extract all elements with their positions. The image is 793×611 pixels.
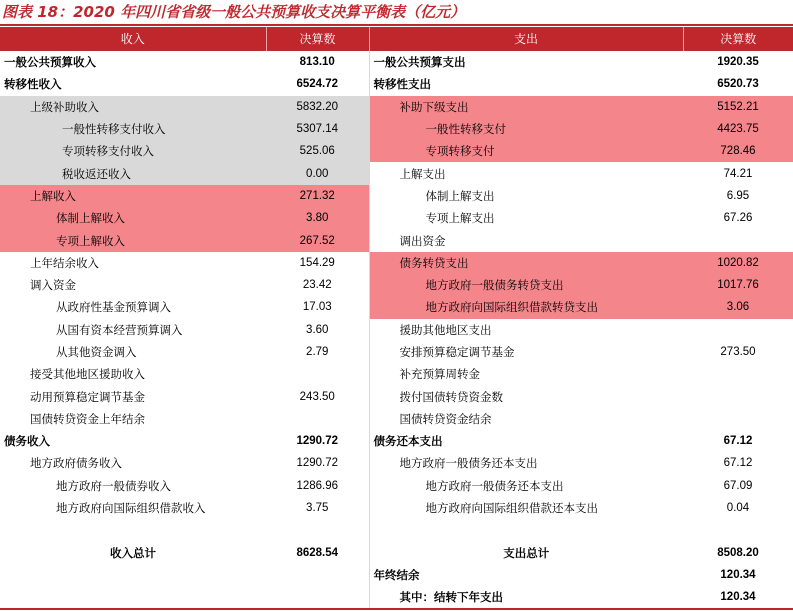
income-label: 国债转贷资金上年结余 [30,411,145,426]
income-value: 271.32 [266,185,369,207]
income-label: 上年结余收入 [30,255,99,270]
income-value: 3.80 [266,207,369,229]
expense-label: 一般性转移支付 [369,118,683,140]
table-row [0,140,793,162]
income-label: 上解收入 [0,185,266,207]
expense-header: 支出 [369,27,683,51]
spacer-row [0,519,793,541]
income-total-value: 8628.54 [266,542,369,564]
year-end-label: 年终结余 [373,567,420,582]
income-value: 5307.14 [266,118,369,140]
table-row [0,185,793,207]
expense-value: 3.06 [683,296,793,318]
income-value: 2.79 [266,341,369,363]
income-label: 转移性收入 [4,77,62,92]
income-value: 243.50 [266,385,369,407]
income-label: 从政府性基金预算调入 [56,300,171,315]
income-label: 从其他资金调入 [56,345,137,359]
table-row [0,51,793,73]
expense-label: 援助其他地区支出 [399,322,492,337]
table-row [0,162,793,184]
income-label: 地方政府向国际组织借款收入 [56,501,206,516]
table-row [0,73,793,95]
table-row [0,118,793,140]
income-label: 动用预算稳定调节基金 [30,389,145,404]
year-end-value: 120.34 [720,568,756,581]
expense-value: 1020.82 [683,252,793,274]
income-value: 6524.72 [266,73,369,95]
expense-value: 6520.73 [717,78,759,91]
income-value: 267.52 [266,229,369,251]
table-row [0,475,793,497]
income-value [266,363,369,385]
expense-label: 上解支出 [399,166,446,181]
table-row [0,96,793,118]
expense-label: 体制上解支出 [425,188,495,203]
expense-amount-header: 决算数 [683,27,793,51]
expense-value: 5152.21 [683,96,793,118]
table-row [0,586,793,608]
table-row [0,363,793,385]
expense-value: 6.95 [726,189,750,202]
table-header [0,27,793,51]
expense-value [683,385,793,407]
table-row [0,274,793,296]
expense-value: 67.12 [723,435,753,448]
expense-label: 地方政府一般债务还本支出 [425,478,564,493]
expense-value: 0.04 [726,502,750,515]
income-value: 3.75 [266,497,369,519]
figure-title: 图表 18：2020 年四川省省级一般公共预算收支决算平衡表（亿元） [2,3,466,21]
income-amount-header: 决算数 [266,27,369,51]
income-total-label: 收入总计 [110,545,156,560]
expense-label: 拨付国债转贷资金数 [399,389,503,404]
income-label: 接受其他地区援助收入 [30,367,145,382]
totals-row [0,542,793,564]
income-value: 0.00 [266,162,369,184]
expense-label: 地方政府向国际组织借款还本支出 [425,501,598,516]
income-header: 收入 [0,27,266,51]
table-row [0,385,793,407]
expense-label: 专项转移支付 [369,140,683,162]
budget-table [0,27,793,608]
income-label: 从国有资本经营预算调入 [56,322,183,337]
expense-total-value: 8508.20 [717,546,759,559]
expense-value: 728.46 [683,140,793,162]
income-value [266,408,369,430]
expense-value: 1017.76 [683,274,793,296]
table-row [0,229,793,251]
income-label: 调入资金 [30,278,76,293]
income-value: 813.10 [266,51,369,73]
income-label: 地方政府一般债券收入 [56,478,171,493]
expense-value: 67.09 [723,479,753,492]
table-row [0,430,793,452]
income-value: 1286.96 [266,475,369,497]
expense-label: 地方政府向国际组织借款转贷支出 [369,296,683,318]
expense-label: 地方政府一般债务转贷支出 [369,274,683,296]
expense-value: 4423.75 [683,118,793,140]
income-value: 17.03 [266,296,369,318]
expense-value [683,319,793,341]
table-row [0,341,793,363]
income-value: 5832.20 [266,96,369,118]
expense-label: 债务转贷支出 [369,252,683,274]
income-label: 上级补助收入 [0,96,266,118]
table-row [0,497,793,519]
bottom-rule [0,608,793,610]
income-value: 525.06 [266,140,369,162]
table-row [0,296,793,318]
income-label: 专项上解收入 [0,229,266,251]
table-row [0,408,793,430]
expense-label: 国债转贷资金结余 [399,411,492,426]
expense-label: 专项上解支出 [425,211,495,226]
expense-label: 安排预算稳定调节基金 [399,345,515,359]
income-label: 税收返还收入 [0,162,266,184]
income-value: 1290.72 [266,430,369,452]
expense-value [683,229,793,251]
table-row [0,252,793,274]
expense-label: 一般公共预算支出 [373,55,466,70]
title-rule [0,24,793,26]
expense-label: 债务还本支出 [373,434,443,449]
table-row [0,564,793,586]
expense-label: 转移性支出 [373,77,431,92]
expense-total-label: 支出总计 [503,545,550,560]
expense-value [683,408,793,430]
expense-value [683,363,793,385]
carry-forward-label: 其中：结转下年支出 [399,590,503,605]
income-label: 体制上解收入 [0,207,266,229]
expense-value: 67.26 [723,212,753,225]
income-value: 154.29 [266,252,369,274]
income-label: 地方政府债务收入 [30,456,122,471]
table-row [0,452,793,474]
income-value: 23.42 [266,274,369,296]
expense-label: 地方政府一般债务还本支出 [399,456,538,471]
table-row [0,207,793,229]
table-row [0,319,793,341]
income-value: 1290.72 [266,452,369,474]
expense-label: 补充预算周转金 [399,367,480,382]
income-label: 一般性转移支付收入 [0,118,266,140]
income-label: 一般公共预算收入 [4,55,96,70]
expense-label: 补助下级支出 [369,96,683,118]
expense-label: 调出资金 [399,233,446,248]
expense-value: 67.12 [723,457,753,470]
expense-value: 273.50 [720,346,756,358]
carry-forward-value: 120.34 [720,591,756,604]
income-label: 专项转移支付收入 [0,140,266,162]
income-value: 3.60 [266,319,369,341]
expense-value: 74.21 [723,167,753,180]
expense-value: 1920.35 [717,56,759,69]
income-label: 债务收入 [4,434,50,449]
